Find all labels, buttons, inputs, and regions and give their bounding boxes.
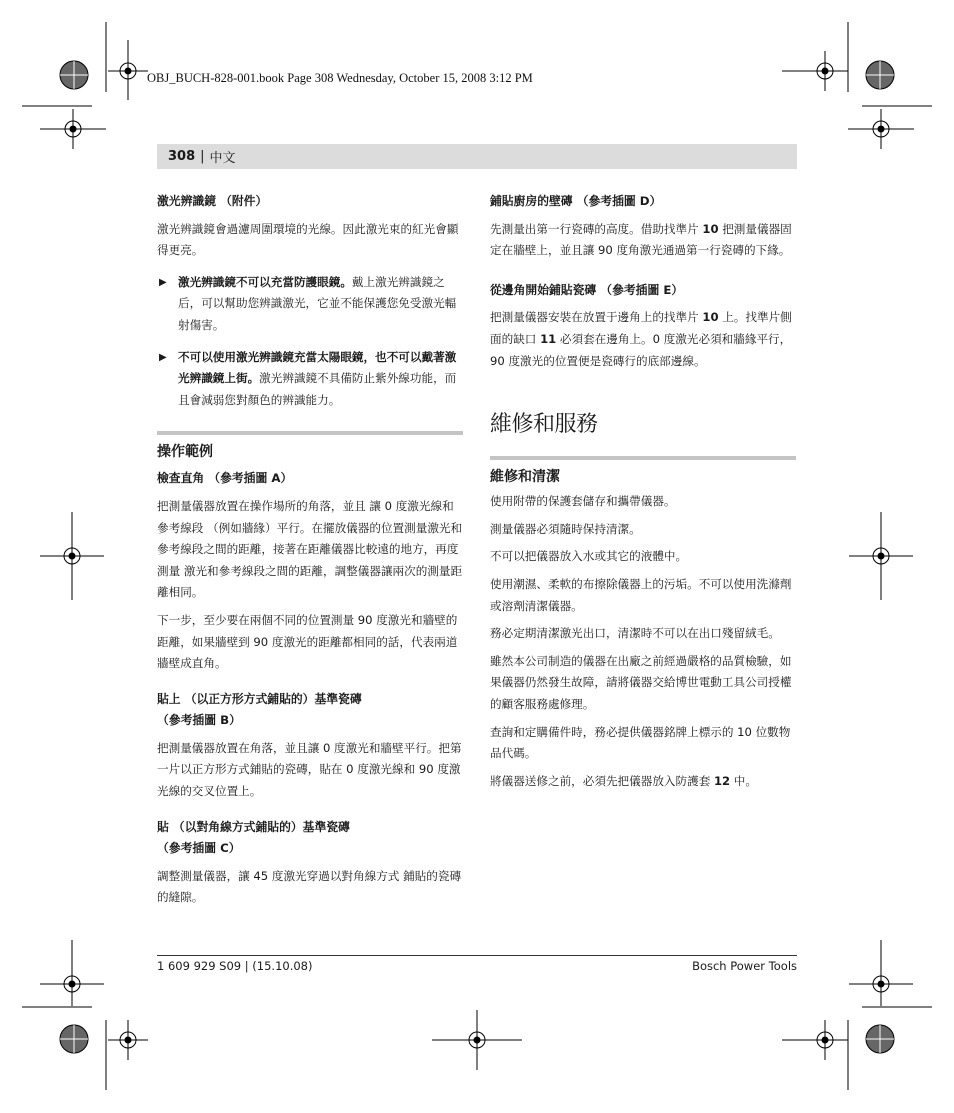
maintenance-text-7: 查詢和定購備件時，務必提供儀器銘牌上標示的 10 位數物品代碼。 <box>490 724 791 761</box>
slug-line: OBJ_BUCH-828-001.book Page 308 Wednesday, October 15, 2008 3:12 PM <box>147 71 533 85</box>
check-angle-text-1: 把測量儀器放置在操作場所的角落，並且 讓 0 度激光線和參考線段 （例如牆緣）平行。在擺放儀器的位置測量激光和參考線段之間的距離，接著在距離儀器比較遠的地方，再度測量 激光和參考線段之間的距離，調整儀器讓兩次的測量距離相同。 <box>157 498 463 600</box>
laser-glasses-heading: 激光辨識鏡 （附件） <box>157 194 268 208</box>
section-rule <box>490 456 796 460</box>
left-column <box>157 191 463 909</box>
maintenance-text-6: 雖然本公司制造的儀器在出廠之前經過嚴格的品質檢驗，如果儀器仍然發生故障，請將儀器交給博世電動工具公司授權的顧客服務處修理。 <box>490 653 792 711</box>
crosshair-mid-right <box>849 512 913 600</box>
triangle-bullet-icon: ▶ <box>159 351 167 363</box>
crosshair-bottom-left-a <box>40 940 104 1006</box>
page-header-bar <box>157 144 797 169</box>
diagonal-tile-text: 調整測量儀器，讓 45 度激光穿過以對角線方式 鋪貼的瓷磚的縫隙。 <box>157 868 462 905</box>
crosshair-top-right-b <box>848 109 914 149</box>
header-language: 中文 <box>209 151 236 166</box>
square-tile-text: 把測量儀器放置在角落，並且讓 0 度激光和牆壁平行。把第一片以正方形方式鋪貼的瓷磚，貼在 0 度激光線和 90 度激光線的交叉位置上。 <box>157 740 462 799</box>
crosshair-bottom-center <box>432 1010 522 1070</box>
bullet-item <box>157 347 463 412</box>
footer-brand: Bosch Power Tools <box>692 959 797 973</box>
crosshair-top-right-a <box>782 51 848 91</box>
right-column <box>490 191 796 792</box>
corner-tiles-text: 把測量儀器安裝在放置于邊角上的找準片 10 上。找準片側面的缺口 11 必須套在邊角上。0 度激光必須和牆緣平行，90 度激光的位置便是瓷磚行的底部邊線。 <box>490 310 792 368</box>
examples-heading: 操作範例 <box>157 444 213 461</box>
service-title: 維修和服務 <box>490 412 598 438</box>
maintenance-text-8: 將儀器送修之前，必須先把儀器放入防護套 12 中。 <box>490 773 757 788</box>
check-angle-text-2: 下一步，至少要在兩個不同的位置測量 90 度激光和牆壁的距離，如果牆壁到 90 度激光的距離都相同的話，代表兩道牆壁成直角。 <box>157 612 458 671</box>
square-tile-heading-ref: （參考插圖 B） <box>157 713 241 728</box>
footer-doc-number: 1 609 929 S09 | (15.10.08) <box>157 959 313 973</box>
header-separator: | <box>200 149 205 164</box>
crosshair-bottom-right-b <box>782 1020 848 1060</box>
kitchen-tiles-heading: 鋪貼廚房的壁磚 （參考插圖 D） <box>490 194 662 208</box>
maintenance-heading: 維修和清潔 <box>490 469 560 486</box>
maintenance-text-4: 使用潮濕、柔軟的布擦除儀器上的污垢。不可以使用洗滌劑或溶劑清潔儀器。 <box>490 576 792 613</box>
crosshair-top-left-a <box>108 40 148 100</box>
crosshair-top-left-b <box>40 109 106 149</box>
laser-glasses-text: 激光辨識鏡會過濾周圍環境的光線。因此激光束的紅光會顯得更亮。 <box>157 221 459 258</box>
triangle-bullet-icon: ▶ <box>159 276 167 288</box>
bullet-bold-text: 激光辨識鏡不可以充當防護眼鏡。 <box>178 274 352 289</box>
crosshair-bottom-left-b <box>108 1020 148 1060</box>
corner-tiles-heading: 從邊角開始鋪貼瓷磚 （參考插圖 E） <box>490 282 684 297</box>
bullet-text: 激光辨識鏡不具備防止紫外線功能，而且會減弱您對顏色的辨識能力。 <box>178 371 457 407</box>
maintenance-text-2: 測量儀器必須隨時保持清潔。 <box>490 521 641 536</box>
crosshair-bottom-right-a <box>849 940 913 1006</box>
bullet-item <box>157 272 463 337</box>
bullet-text: 戴上激光辨識鏡之后，可以幫助您辨識激光，它並不能保護您免受激光輻射傷害。 <box>178 274 457 332</box>
section-rule <box>157 431 463 435</box>
check-angle-heading: 檢查直角 （參考插圖 A） <box>157 471 293 486</box>
maintenance-text-3: 不可以把儀器放入水或其它的液體中。 <box>490 549 688 564</box>
diagonal-tile-heading-ref: （參考插圖 C） <box>157 841 241 856</box>
footer-rule <box>157 955 797 956</box>
square-tile-heading: 貼上 （以正方形方式鋪貼的）基準瓷磚 <box>157 691 362 706</box>
crosshair-mid-left <box>40 512 104 600</box>
maintenance-text-1: 使用附帶的保護套儲存和攜帶儀器。 <box>490 494 676 509</box>
diagonal-tile-heading: 貼 （以對角線方式鋪貼的）基準瓷磚 <box>157 819 350 834</box>
kitchen-tiles-text: 先測量出第一行瓷磚的高度。借助找準片 10 把測量儀器固定在牆壁上，並且讓 90 度角激光通過第一行瓷磚的下緣。 <box>490 221 792 258</box>
bullet-bold-text: 不可以使用激光辨識鏡充當太陽眼鏡，也不可以戴著激光辨識鏡上街。 <box>178 349 457 386</box>
page-number: 308 <box>168 149 196 164</box>
maintenance-text-5: 務必定期清潔激光出口，清潔時不可以在出口殘留絨毛。 <box>490 626 780 641</box>
